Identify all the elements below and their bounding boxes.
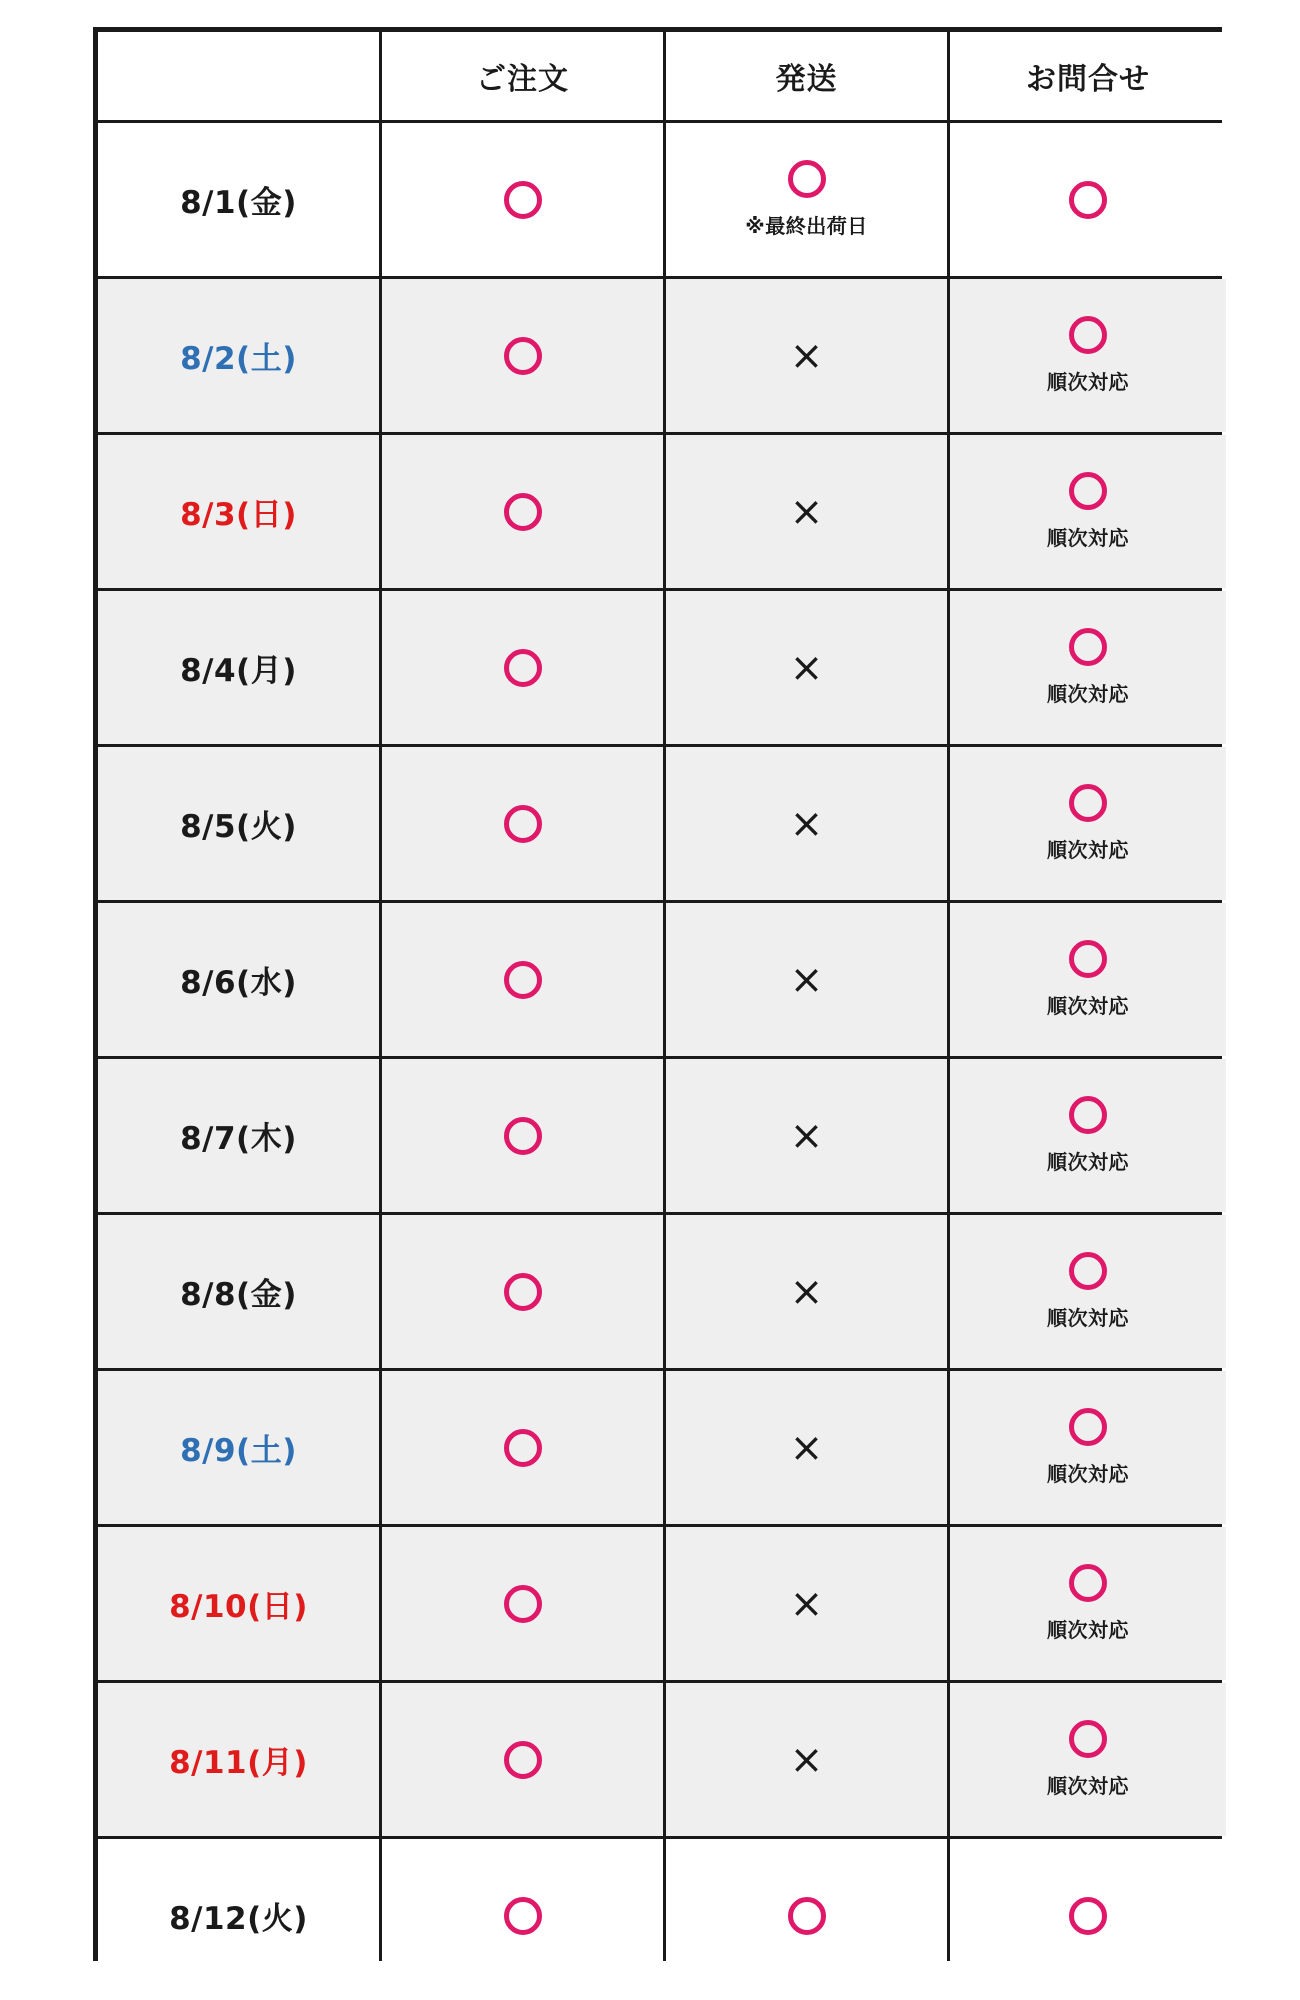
circle-mark-icon [1069,316,1107,354]
inquiry-status-cell [950,747,1226,900]
order-status-cell [382,1839,663,1992]
shipping-status-cell [666,1371,947,1524]
date-cell: 8/10(日) [98,1527,379,1680]
inquiry-status-cell [950,1059,1226,1212]
circle-mark-icon [1069,1897,1107,1935]
inquiry-status-cell [950,1371,1226,1524]
shipping-status-cell [666,1839,947,1992]
status-note: 順次対応 [1047,994,1129,1018]
circle-mark-icon [504,649,542,687]
order-status-cell [382,1371,663,1524]
circle-mark-icon [504,1273,542,1311]
circle-mark-icon [504,493,542,531]
circle-mark-icon [1069,1564,1107,1602]
date-cell: 8/9(土) [98,1371,379,1524]
circle-mark-icon [504,1741,542,1779]
date-cell: 8/2(土) [98,279,379,432]
circle-mark-icon [1069,181,1107,219]
cross-mark-icon: × [789,1268,824,1315]
shipping-status-cell [666,435,947,588]
inquiry-status-cell [950,1215,1226,1368]
shipping-status-cell [666,279,947,432]
date-cell: 8/6(水) [98,903,379,1056]
inquiry-status-cell [950,1839,1226,1992]
inquiry-status-cell [950,591,1226,744]
order-status-cell [382,123,663,276]
order-status-cell [382,903,663,1056]
circle-mark-icon [1069,472,1107,510]
date-cell: 8/8(金) [98,1215,379,1368]
order-status-cell [382,1215,663,1368]
status-note: 順次対応 [1047,526,1129,550]
date-cell: 8/12(火) [98,1839,379,1992]
order-status-cell [382,279,663,432]
status-note: 順次対応 [1047,1618,1129,1642]
cross-mark-icon: × [789,1424,824,1471]
order-status-cell [382,1059,663,1212]
circle-mark-icon [1069,1252,1107,1290]
inquiry-status-cell [950,1683,1226,1836]
header-inquiry: お問合せ [950,32,1226,120]
circle-mark-icon [504,805,542,843]
header-corner-cell [98,32,379,120]
status-note: 順次対応 [1047,682,1129,706]
order-status-cell [382,591,663,744]
shipping-status-cell [666,1059,947,1212]
cross-mark-icon: × [789,644,824,691]
date-cell: 8/4(月) [98,591,379,744]
shipping-status-cell [666,747,947,900]
date-cell: 8/3(日) [98,435,379,588]
status-note: 順次対応 [1047,370,1129,394]
order-status-cell [382,747,663,900]
header-shipping: 発送 [666,32,947,120]
header-order: ご注文 [382,32,663,120]
status-note: 順次対応 [1047,1306,1129,1330]
circle-mark-icon [1069,784,1107,822]
circle-mark-icon [504,337,542,375]
order-status-cell [382,1527,663,1680]
status-note: ※最終出荷日 [745,214,868,238]
order-status-cell [382,1683,663,1836]
order-status-cell [382,435,663,588]
inquiry-status-cell [950,903,1226,1056]
shipping-status-cell [666,1215,947,1368]
cross-mark-icon: × [789,956,824,1003]
circle-mark-icon [788,1897,826,1935]
cross-mark-icon: × [789,332,824,379]
circle-mark-icon [1069,1408,1107,1446]
circle-mark-icon [504,1897,542,1935]
circle-mark-icon [1069,1720,1107,1758]
circle-mark-icon [504,961,542,999]
shipping-status-cell [666,1527,947,1680]
circle-mark-icon [1069,628,1107,666]
cross-mark-icon: × [789,488,824,535]
status-note: 順次対応 [1047,1150,1129,1174]
circle-mark-icon [504,1117,542,1155]
shipping-status-cell [666,123,947,276]
circle-mark-icon [504,181,542,219]
status-note: 順次対応 [1047,1462,1129,1486]
shipping-status-cell [666,591,947,744]
shipping-status-cell [666,1683,947,1836]
shipping-status-cell [666,903,947,1056]
inquiry-status-cell [950,1527,1226,1680]
circle-mark-icon [504,1429,542,1467]
circle-mark-icon [504,1585,542,1623]
schedule-table [93,27,1222,1961]
inquiry-status-cell [950,123,1226,276]
date-cell: 8/7(木) [98,1059,379,1212]
cross-mark-icon: × [789,1736,824,1783]
inquiry-status-cell [950,435,1226,588]
circle-mark-icon [1069,940,1107,978]
status-note: 順次対応 [1047,1774,1129,1798]
date-cell: 8/1(金) [98,123,379,276]
inquiry-status-cell [950,279,1226,432]
cross-mark-icon: × [789,800,824,847]
circle-mark-icon [788,160,826,198]
circle-mark-icon [1069,1096,1107,1134]
date-cell: 8/11(月) [98,1683,379,1836]
cross-mark-icon: × [789,1580,824,1627]
date-cell: 8/5(火) [98,747,379,900]
status-note: 順次対応 [1047,838,1129,862]
cross-mark-icon: × [789,1112,824,1159]
